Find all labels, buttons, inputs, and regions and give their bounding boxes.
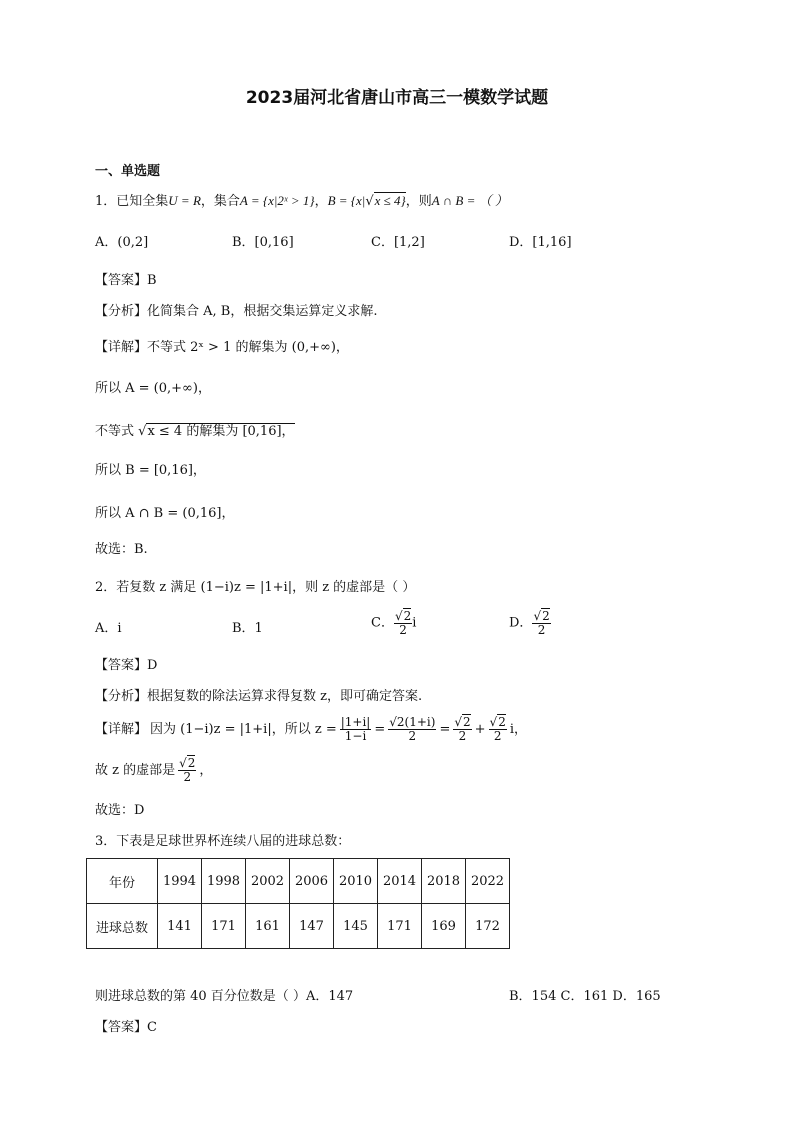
- sqrt-icon: √: [454, 715, 462, 729]
- q1-stem-comma: ，: [314, 194, 328, 209]
- q2-detail-f3-num: 2: [463, 715, 471, 729]
- answer-tag: 【答案】: [95, 273, 148, 288]
- q1-stem: [95, 194, 508, 208]
- answer-tag: 【答案】: [95, 1020, 148, 1035]
- q3-answer: [95, 1021, 157, 1034]
- table-cell: 145: [334, 904, 378, 949]
- sqrt-icon: √: [179, 756, 187, 770]
- q2-detail-f3-den: 2: [458, 728, 467, 743]
- goals-table: [86, 858, 510, 949]
- q2-detail-f2-den: 2: [408, 728, 417, 743]
- q2-detail-fraction-1: [340, 716, 372, 742]
- q2-detail-eq-1: =: [374, 721, 386, 737]
- q1-detail-2: 所以 A = (0,+∞)，: [95, 381, 211, 396]
- q2-detail-f4-num: 2: [498, 715, 506, 729]
- q1-intersection: A ∩ B = （ ）: [431, 193, 508, 208]
- q1-detail-3-text: 不等式: [95, 424, 139, 439]
- page-title: 2023届河北省唐山市高三一模数学试题: [245, 88, 549, 108]
- table-cell: 172: [466, 904, 510, 949]
- table-cell: 2010: [334, 859, 378, 904]
- q2-detail-f1-num: |1+i|: [340, 715, 371, 729]
- q2-option-d: [509, 610, 551, 636]
- q1-set-b: B = {x|: [327, 193, 366, 208]
- sqrt-icon: √: [365, 194, 374, 209]
- table-cell: 171: [202, 904, 246, 949]
- q2-detail-tail: i，: [509, 721, 528, 737]
- q1-detail-3-cond: x ≤ 4 的解集为 [0,16]，: [147, 424, 295, 439]
- q2-conclusion-fraction: [178, 757, 196, 783]
- q1-analysis: [95, 305, 378, 318]
- q1-option-c: C．[1,2]: [371, 235, 425, 250]
- q2-option-c-label: C．: [371, 615, 394, 631]
- table-cell: 171: [378, 904, 422, 949]
- q1-stem-then: ，则: [405, 194, 432, 209]
- section-heading: 一、单选题: [95, 164, 161, 179]
- q1-answer: [95, 274, 157, 287]
- q3-question: 则进球总数的第 40 百分位数是（ ）A．147: [95, 989, 354, 1004]
- q2-detail-fraction-4: [489, 716, 507, 742]
- q1-detail-4: 所以 B = [0,16]，: [95, 463, 206, 478]
- q1-option-d: D．[1,16]: [509, 235, 572, 250]
- q1-universal-set: U = R: [168, 193, 201, 208]
- table-cell: 147: [290, 904, 334, 949]
- q3-answer-value: C: [147, 1020, 157, 1035]
- table-cell: 2022: [466, 859, 510, 904]
- q2-option-c-fraction: [394, 610, 412, 636]
- q2-option-c-num: 2: [403, 609, 412, 623]
- q2-detail-fraction-3: [453, 716, 471, 742]
- q2-detail-eq-2: =: [439, 721, 451, 737]
- q1-option-a: A．(0,2]: [95, 235, 149, 250]
- sqrt-icon: √: [389, 715, 397, 729]
- table-cell: 169: [422, 904, 466, 949]
- table-cell: 1994: [158, 859, 202, 904]
- table-cell: 1998: [202, 859, 246, 904]
- q2-option-c-den: 2: [399, 622, 407, 637]
- table-header-year: 年份: [87, 859, 158, 904]
- q2-analysis: [95, 690, 422, 703]
- q2-detail-f1-den: 1−i: [344, 728, 367, 743]
- q2-option-d-fraction: [532, 610, 550, 636]
- q2-stem: 2．若复数 z 满足 (1−i)z = |1+i|，则 z 的虚部是（ ）: [95, 580, 416, 595]
- q2-option-b: B．1: [232, 621, 263, 636]
- q3-options: B．154 C．161 D．165: [509, 989, 661, 1004]
- q1-detail-1: [95, 341, 349, 354]
- table-row: [87, 904, 510, 949]
- table-row: [87, 859, 510, 904]
- q1-set-a: A = {x|2ˣ > 1}: [239, 193, 315, 208]
- q2-answer-value: D: [147, 658, 158, 673]
- q1-set-b-cond: x ≤ 4}: [374, 193, 406, 208]
- q2-conclusion: [95, 757, 212, 783]
- table-cell: 141: [158, 904, 202, 949]
- q2-conclusion-text: 故 z 的虚部是: [95, 762, 176, 778]
- table-cell: 2002: [246, 859, 290, 904]
- q2-detail-fraction-2: [388, 716, 436, 742]
- table-cell: 2014: [378, 859, 422, 904]
- q2-option-c: [371, 610, 416, 636]
- q2-option-a: A．i: [95, 621, 122, 636]
- q2-option-d-label: D．: [509, 615, 533, 631]
- detail-tag: 【详解】: [95, 721, 148, 737]
- q1-choice: 故选：B.: [95, 542, 148, 557]
- table-header-goals: 进球总数: [87, 904, 158, 949]
- q3-stem: 3．下表是足球世界杯连续八届的进球总数：: [95, 834, 351, 849]
- q2-conclusion-den: 2: [183, 769, 192, 784]
- q1-stem-text: 1．已知全集: [95, 194, 169, 209]
- q2-detail-text: 因为 (1−i)z = |1+i|，所以 z =: [150, 721, 337, 737]
- q2-choice: 故选：D: [95, 803, 145, 818]
- sqrt-icon: √: [138, 424, 147, 439]
- q1-option-b: B．[0,16]: [232, 235, 294, 250]
- detail-tag: 【详解】: [95, 340, 148, 355]
- q1-detail-1-text: 不等式 2ˣ > 1 的解集为 (0,+∞)，: [147, 340, 349, 355]
- q2-answer: [95, 659, 157, 672]
- q2-option-c-suffix: i: [412, 615, 417, 631]
- table-cell: 161: [246, 904, 290, 949]
- q1-analysis-text: 化简集合 A, B，根据交集运算定义求解.: [147, 304, 378, 319]
- table-cell: 2006: [290, 859, 334, 904]
- q1-stem-text-2: ，集合: [200, 194, 240, 209]
- analysis-tag: 【分析】: [95, 304, 148, 319]
- sqrt-icon: √: [533, 609, 542, 623]
- q2-option-d-den: 2: [537, 622, 546, 637]
- answer-tag: 【答案】: [95, 658, 148, 673]
- q2-option-d-num: 2: [542, 609, 550, 623]
- sqrt-icon: √: [394, 609, 403, 623]
- q1-answer-value: B: [147, 273, 157, 288]
- analysis-tag: 【分析】: [95, 689, 148, 704]
- q2-detail-f4-den: 2: [493, 728, 502, 743]
- q2-conclusion-num: 2: [187, 756, 196, 770]
- q2-detail-f2-num: 2(1+i): [396, 715, 436, 729]
- q1-detail-5: 所以 A ∩ B = (0,16]，: [95, 506, 235, 521]
- q1-detail-3: [95, 425, 295, 438]
- q2-conclusion-tail: ，: [199, 762, 213, 778]
- q2-detail-plus: +: [474, 721, 486, 737]
- sqrt-icon: √: [489, 715, 498, 729]
- table-cell: 2018: [422, 859, 466, 904]
- q2-analysis-text: 根据复数的除法运算求得复数 z，即可确定答案.: [147, 689, 423, 704]
- q2-detail: [95, 716, 527, 742]
